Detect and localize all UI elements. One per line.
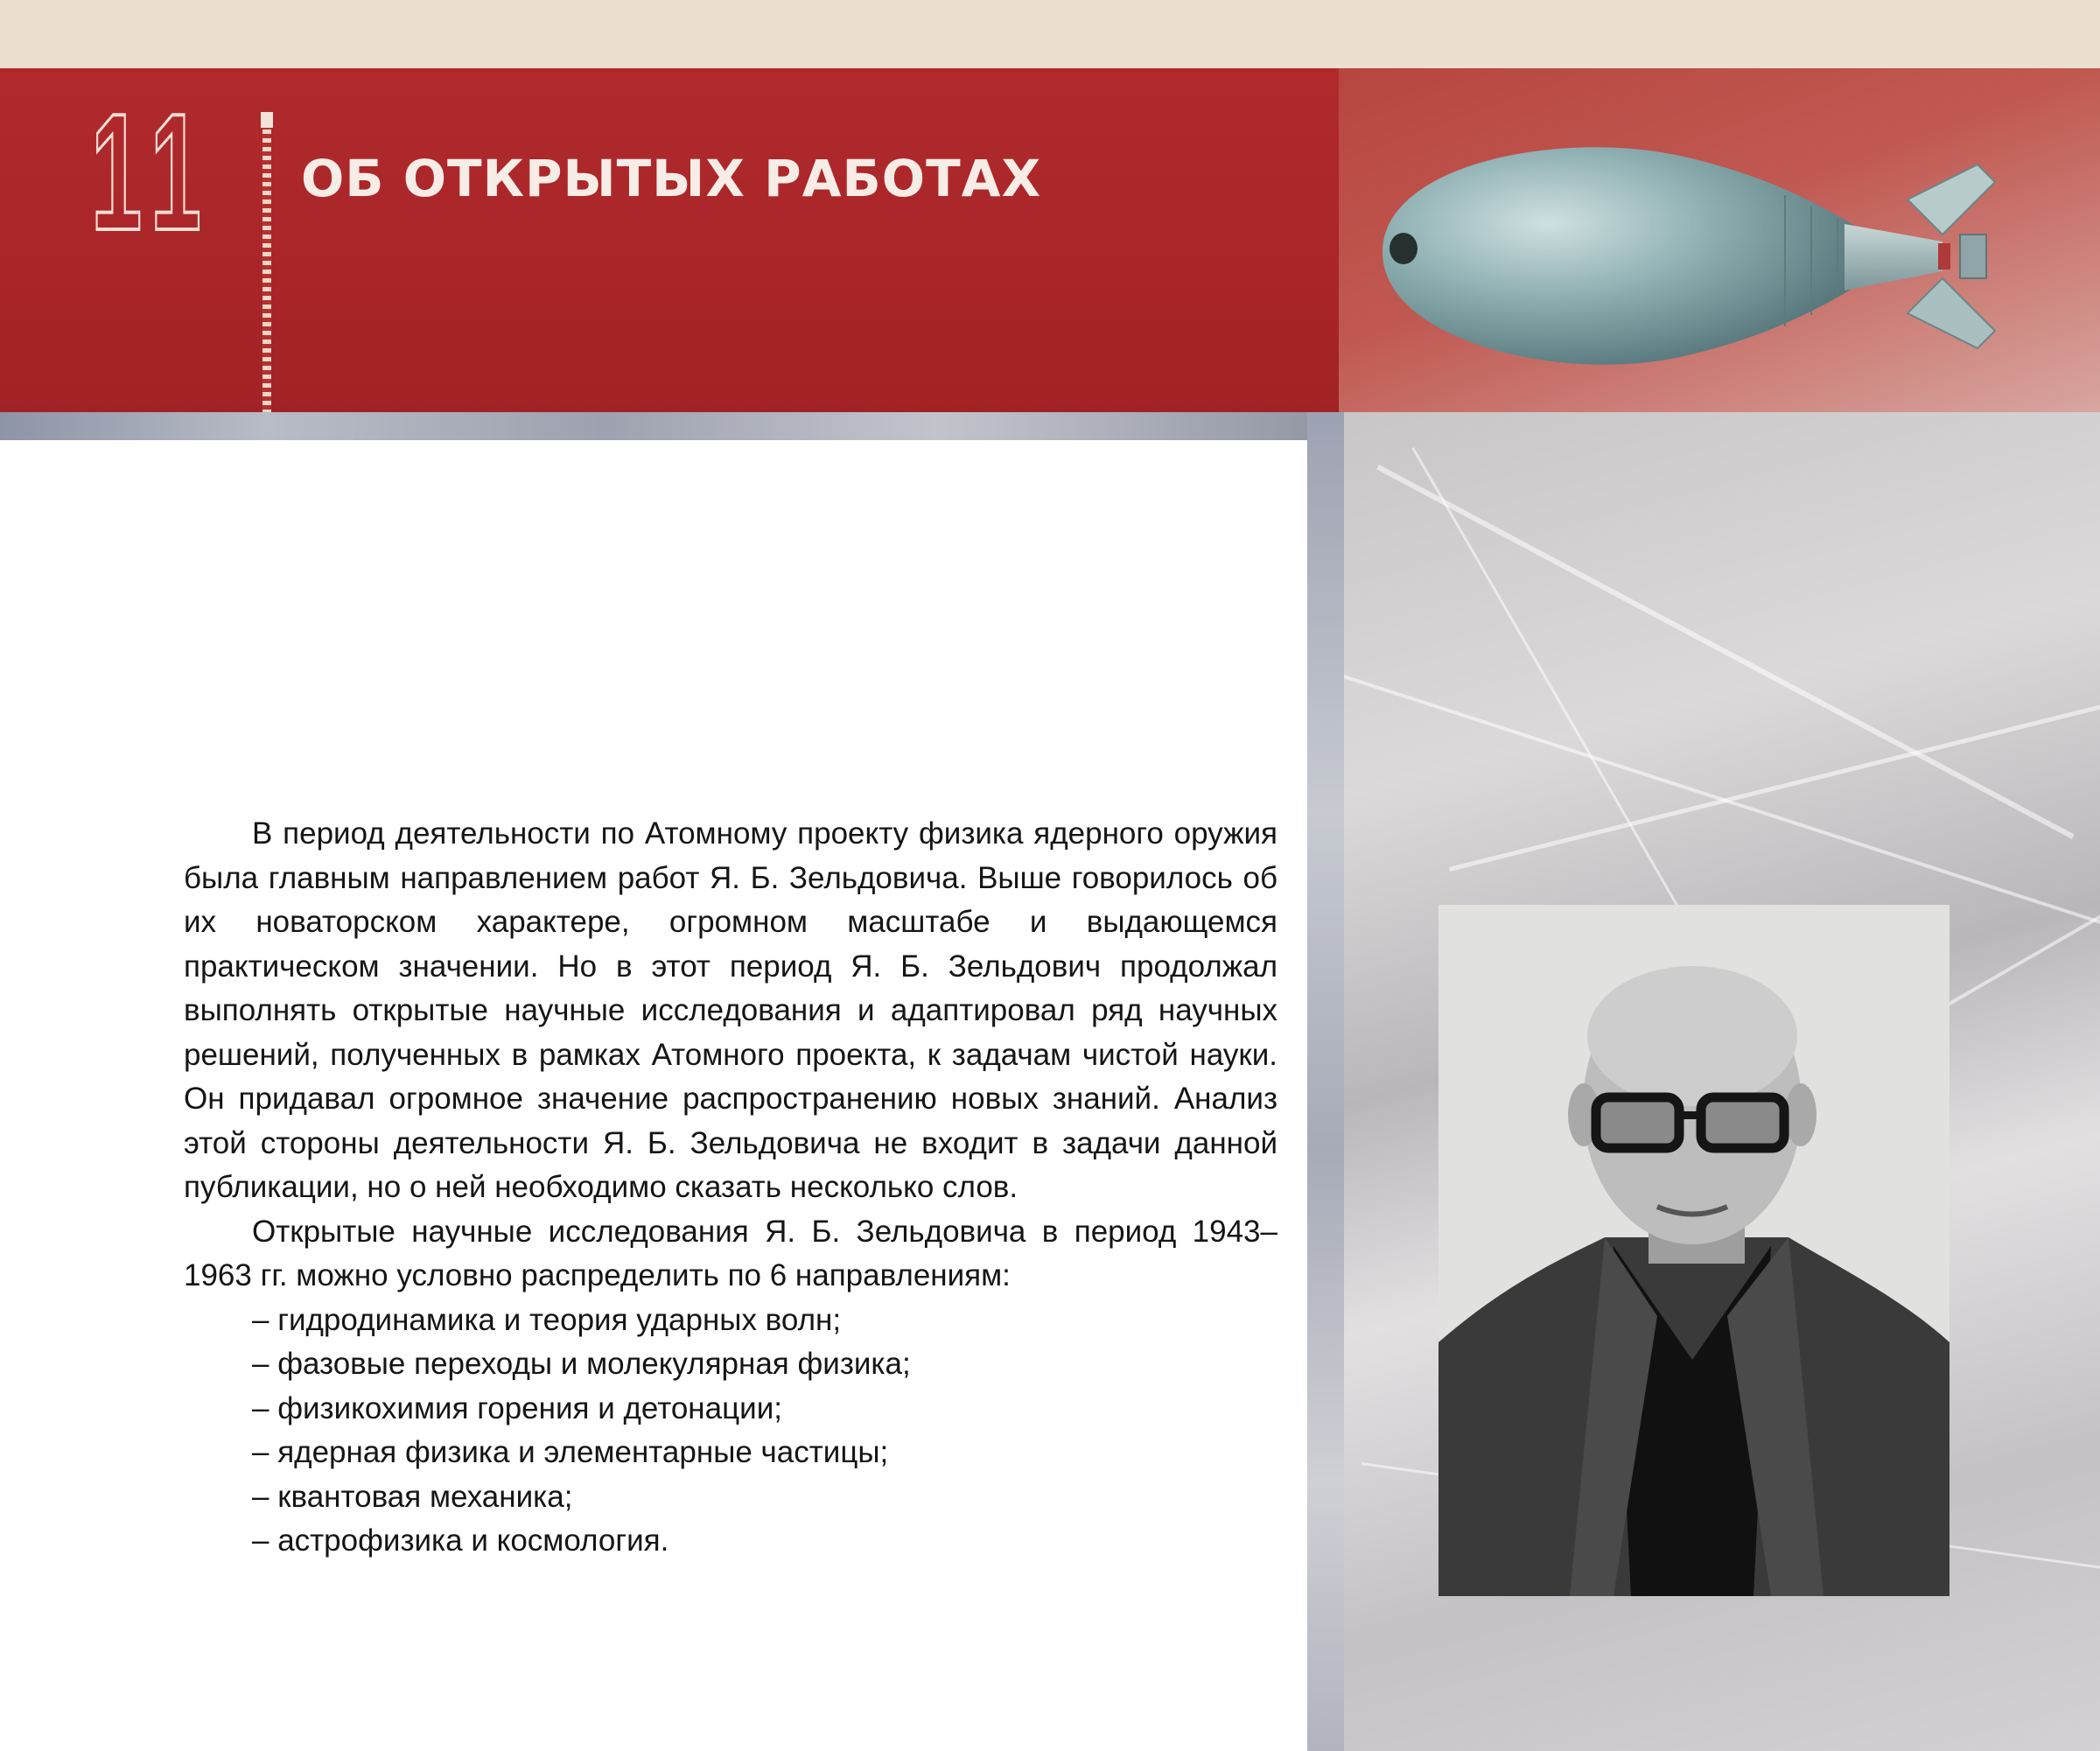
portrait-photo bbox=[1438, 905, 1950, 1596]
top-margin-strip bbox=[0, 0, 2100, 68]
research-directions-list bbox=[184, 1299, 1278, 1564]
article-text bbox=[184, 812, 1278, 1564]
list-item: – квантовая механика; bbox=[252, 1479, 573, 1514]
stone-texture-strip bbox=[0, 412, 1339, 440]
chain-cap bbox=[261, 112, 273, 128]
light-streak bbox=[1449, 697, 2100, 871]
bomb-illustration bbox=[1365, 112, 2012, 392]
paragraph: Открытые научные исследования Я. Б. Зельдовича в период 1943–1963 гг. можно условно распределить по 6 направлениям: bbox=[184, 1214, 1278, 1292]
list-item: – физикохимия горения и детонации; bbox=[252, 1390, 782, 1425]
paragraph: В период деятельности по Атомному проекту физика ядерного оружия была главным направлением работ Я. Б. Зельдовича. Выше говорилось об их новаторском характере, огромном масштабе и выдающемся практическом значении. Но в этот период Я. Б. Зельдович продолжал выполнять открытые научные исследования и адаптировал ряд научных решений, полученных в рамках Атомного проекта, к задачам чистой науки. Он придавал огромное значение распространению новых знаний. Анализ этой стороны деятельности Я. Б. Зельдовича не входит в задачи данной публикации, но о ней необходимо сказать несколько слов. bbox=[184, 816, 1278, 1204]
list-item: – гидродинамика и теория ударных волн; bbox=[252, 1302, 842, 1337]
list-item: – ядерная физика и элементарные частицы; bbox=[252, 1435, 889, 1469]
stone-texture-column bbox=[1307, 412, 1344, 1751]
chapter-number: 11 bbox=[91, 80, 215, 265]
light-streak bbox=[1376, 465, 2074, 839]
section-title: ОБ ОТКРЫТЫХ РАБОТАХ bbox=[301, 149, 1042, 208]
list-item: – фазовые переходы и молекулярная физика; bbox=[252, 1347, 911, 1381]
list-item: – астрофизика и космология. bbox=[252, 1523, 669, 1558]
